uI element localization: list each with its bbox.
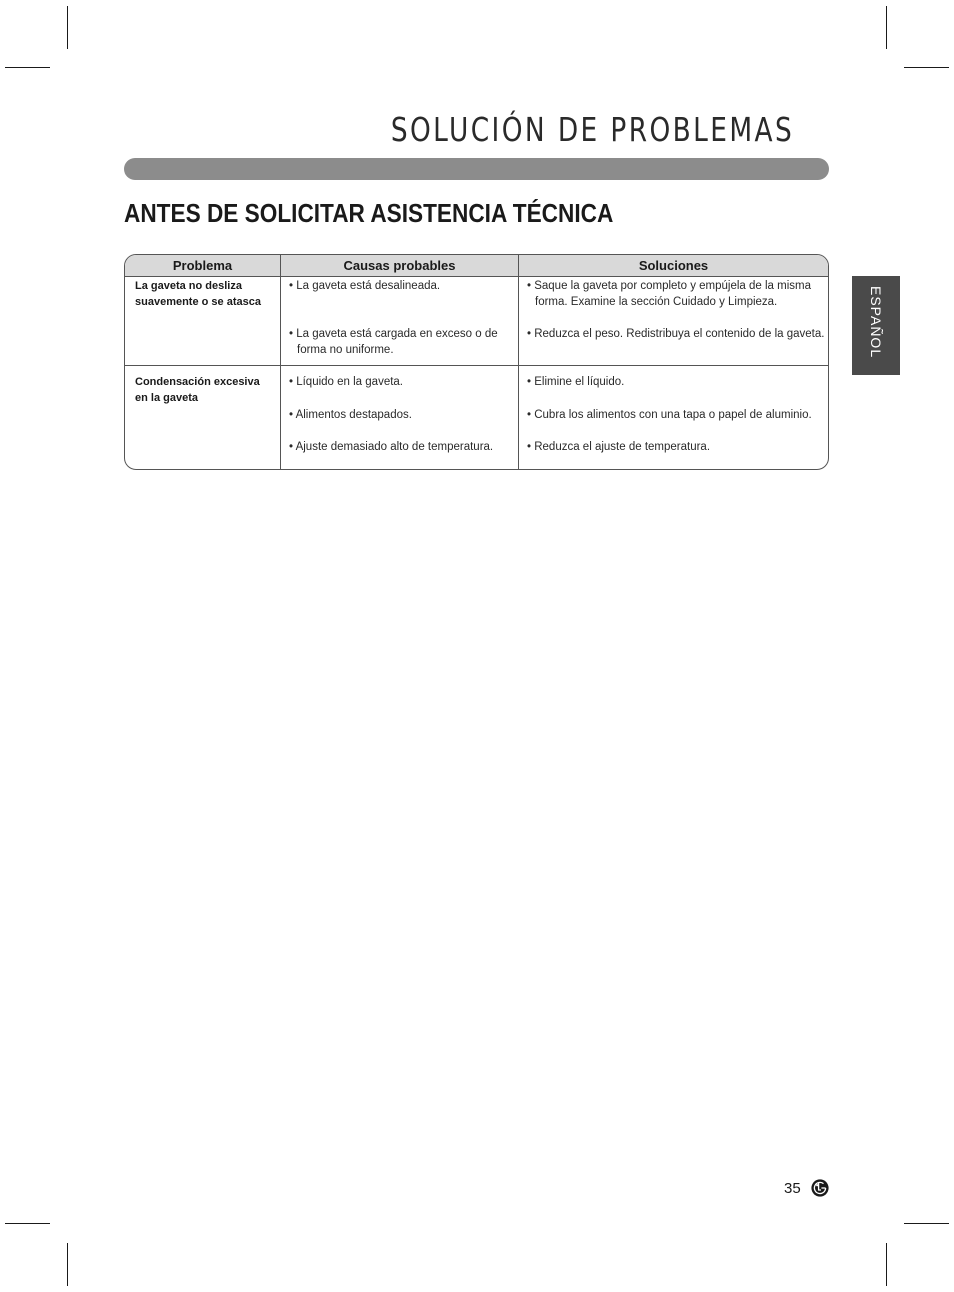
cause-item: • Ajuste demasiado alto de temperatura.: [289, 441, 494, 453]
header-solutions: Soluciones: [638, 258, 709, 273]
header-causes: Causas probables: [343, 258, 456, 273]
solution-item: • Cubra los alimentos con una tapa o papel de aluminio.: [527, 409, 812, 421]
row-problem: Condensación excesiva en la gaveta: [135, 376, 260, 404]
crop-mark: [904, 1223, 949, 1224]
solution-item: • Reduzca el peso. Redistribuya el contenido de la gaveta.: [527, 328, 825, 340]
title-bar: [124, 158, 829, 180]
crop-mark: [886, 1243, 887, 1286]
row-divider: [125, 365, 828, 366]
language-tab: [852, 276, 900, 375]
crop-mark: [886, 6, 887, 49]
cause-item: • La gaveta está cargada en exceso o de forma no uniforme.: [289, 328, 498, 356]
cause-item: • La gaveta está desalineada.: [289, 280, 441, 292]
cause-item: • Alimentos destapados.: [289, 409, 412, 421]
crop-mark: [904, 67, 949, 68]
crop-mark: [5, 67, 50, 68]
cause-item: • Líquido en la gaveta.: [289, 376, 404, 388]
column-divider: [280, 255, 281, 469]
header-problem: Problema: [172, 258, 233, 273]
solution-item: • Reduzca el ajuste de temperatura.: [527, 441, 711, 453]
chapter-title: SOLUCIÓN DE PROBLEMAS: [390, 110, 794, 149]
solution-item: • Saque la gaveta por completo y empújela de la misma forma. Examine la sección Cuidado y Limpieza.: [527, 280, 812, 308]
language-tab-label: ESPAÑOL: [868, 286, 884, 359]
crop-mark: [5, 1223, 50, 1224]
table-header: [125, 255, 828, 277]
section-heading: ANTES DE SOLICITAR ASISTENCIA TÉCNICA: [124, 198, 614, 228]
crop-mark: [67, 1243, 68, 1286]
crop-mark: [67, 6, 68, 49]
solution-item: • Elimine el líquido.: [527, 376, 625, 388]
page-number: 35: [784, 1180, 801, 1197]
column-divider: [518, 255, 519, 469]
row-problem: La gaveta no desliza suavemente o se atasca: [135, 280, 261, 308]
troubleshooting-table: [124, 254, 829, 470]
lg-logo-icon: [811, 1179, 829, 1197]
